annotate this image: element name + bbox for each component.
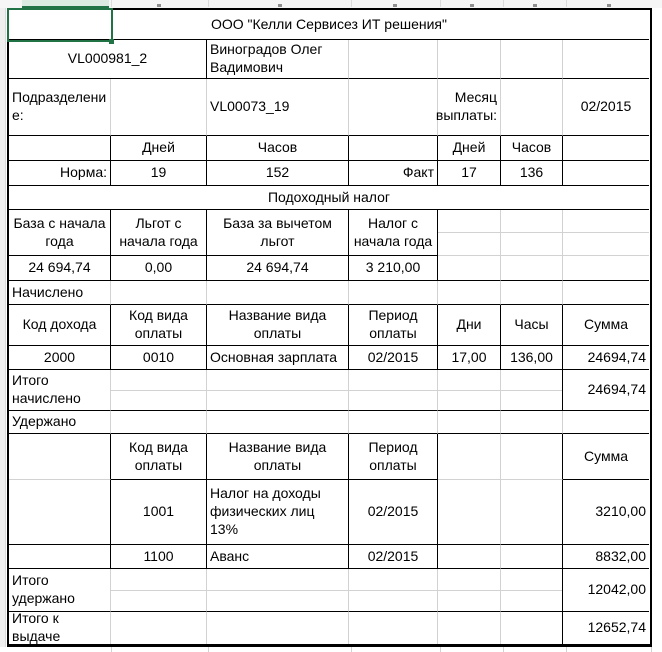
cell-empty[interactable] xyxy=(563,210,649,256)
cell-employee-name[interactable]: Виноградов Олег Вадимович xyxy=(207,40,349,79)
row-income-tax-values xyxy=(9,256,650,281)
cell-empty[interactable] xyxy=(438,569,501,612)
cell-pay-name[interactable]: Аванс xyxy=(207,545,349,569)
cell-empty[interactable] xyxy=(501,545,563,569)
cell-pay-month-value[interactable]: 02/2015 xyxy=(563,79,649,136)
cell-empty[interactable] xyxy=(111,79,207,136)
cell-tax-value[interactable]: 24 694,74 xyxy=(9,256,111,281)
cell-empty[interactable] xyxy=(438,480,501,545)
cell-empty[interactable] xyxy=(438,370,501,411)
cell-amount[interactable]: 3210,00 xyxy=(563,480,649,545)
cell-empty[interactable] xyxy=(438,545,501,569)
cell-empty[interactable] xyxy=(349,281,438,305)
cell-empty[interactable] xyxy=(501,40,563,79)
cell-empty[interactable] xyxy=(501,480,563,545)
cell-col-header[interactable]: Сумма xyxy=(563,434,649,480)
cell-pay-name[interactable]: Основная зарплата xyxy=(207,346,349,370)
row-title xyxy=(9,10,650,40)
cell-empty[interactable] xyxy=(9,545,111,569)
cell-deductions-total-amount[interactable]: 12042,00 xyxy=(563,569,649,612)
row-deductions-title xyxy=(9,411,650,434)
cell-tax-header[interactable]: База с начала года xyxy=(9,210,111,256)
row-time-values xyxy=(9,161,650,186)
cell-amount[interactable]: 8832,00 xyxy=(563,545,649,569)
cell-empty[interactable] xyxy=(501,256,563,281)
row-deduction-item xyxy=(9,545,650,569)
cell-empty[interactable] xyxy=(111,281,207,305)
cell-days-header[interactable]: Дней xyxy=(111,136,207,161)
cell-empty[interactable] xyxy=(111,569,207,612)
payslip-table xyxy=(7,8,652,647)
column-headers-strip xyxy=(0,0,662,8)
cell-hours-header-fact[interactable]: Часов xyxy=(501,136,563,161)
row-deductions-headers xyxy=(9,434,650,480)
cell-empty[interactable] xyxy=(349,612,438,644)
cell-fact-hours[interactable]: 136 xyxy=(501,161,563,186)
cell-empty[interactable] xyxy=(207,411,349,434)
cell-amount[interactable]: 24694,74 xyxy=(563,346,649,370)
cell-empty[interactable] xyxy=(501,434,563,480)
cell-empty[interactable] xyxy=(438,281,501,305)
row-income-tax-title xyxy=(9,186,650,210)
cell-empty[interactable] xyxy=(501,612,563,644)
row-accruals-total xyxy=(9,370,650,411)
cell-col-header[interactable]: Код вида оплаты xyxy=(111,305,207,346)
cell-empty[interactable] xyxy=(349,79,438,136)
cell-hours[interactable]: 136,00 xyxy=(501,346,563,370)
cell-col-header[interactable]: Сумма xyxy=(563,305,649,346)
cell-period[interactable]: 02/2015 xyxy=(349,346,438,370)
cell-empty[interactable] xyxy=(207,612,349,644)
cell-empty[interactable] xyxy=(501,411,563,434)
cell-fact-days[interactable]: 17 xyxy=(438,161,501,186)
cell-department-label[interactable]: Подразделение: xyxy=(9,79,111,136)
cell-net-amount[interactable]: 12652,74 xyxy=(587,619,646,636)
row-deduction-item xyxy=(9,480,650,545)
cell-period[interactable]: 02/2015 xyxy=(349,545,438,569)
cell-empty[interactable] xyxy=(9,480,111,545)
cell-empty[interactable] xyxy=(349,411,438,434)
cell-empty[interactable] xyxy=(501,569,563,612)
cell-col-header[interactable]: Код дохода xyxy=(9,305,111,346)
cell-empty[interactable] xyxy=(349,136,438,161)
cell-empty[interactable] xyxy=(563,40,649,79)
cell-days[interactable]: 17,00 xyxy=(438,346,501,370)
cell-accruals-total-amount[interactable]: 24694,74 xyxy=(563,370,649,411)
cell-tax-header[interactable]: Налог с начала года xyxy=(349,210,438,256)
cell-col-header[interactable]: Период оплаты xyxy=(349,434,438,480)
cell-empty[interactable] xyxy=(563,161,649,186)
cell-norm-label[interactable]: Норма: xyxy=(9,161,111,186)
cell-empty[interactable] xyxy=(349,40,438,79)
row-accruals-headers xyxy=(9,305,650,346)
cell-empty[interactable] xyxy=(438,411,501,434)
cell-col-header[interactable]: Период оплаты xyxy=(349,305,438,346)
cell-empty[interactable] xyxy=(438,612,501,644)
cell-empty[interactable] xyxy=(438,210,501,256)
cell-hours-header[interactable]: Часов xyxy=(207,136,349,161)
row-accruals-title xyxy=(9,281,650,305)
cell-company-title[interactable]: ООО "Келли Сервисез ИТ решения" xyxy=(9,10,649,40)
row-headers-strip xyxy=(0,8,6,652)
cell-employee-id[interactable]: VL000981_2 xyxy=(9,40,207,79)
cell-empty[interactable] xyxy=(563,281,649,305)
cell-empty[interactable] xyxy=(501,370,563,411)
cell-empty[interactable] xyxy=(349,370,438,411)
cell-pay-month-label[interactable]: Месяц выплаты: xyxy=(438,79,501,136)
cell-col-header[interactable]: Дни xyxy=(438,305,501,346)
cell-col-header[interactable]: Название вида оплаты xyxy=(207,305,349,346)
cell-pay-name[interactable]: Налог на доходы физических лиц 13% xyxy=(207,480,349,545)
cell-days-header-fact[interactable]: Дней xyxy=(438,136,501,161)
cell-tax-header[interactable]: База за вычетом льгот xyxy=(207,210,349,256)
cell-norm-hours[interactable]: 152 xyxy=(207,161,349,186)
row-income-tax-headers xyxy=(9,210,650,256)
cell-empty[interactable] xyxy=(349,569,438,612)
row-deductions-total xyxy=(9,569,650,612)
cell-empty[interactable] xyxy=(563,256,649,281)
cell-pay-code[interactable]: 1100 xyxy=(111,545,207,569)
selected-column-header xyxy=(22,0,109,8)
cell-fact-label[interactable]: Факт xyxy=(349,161,438,186)
cell-empty[interactable] xyxy=(111,370,207,411)
cell-net-label[interactable]: Итого к выдаче xyxy=(9,612,111,644)
cell-empty[interactable] xyxy=(438,256,501,281)
cell-empty[interactable] xyxy=(111,411,207,434)
cell-col-header[interactable]: Название вида оплаты xyxy=(207,434,349,480)
cell-income-code[interactable]: 2000 xyxy=(9,346,111,370)
cell-empty[interactable] xyxy=(563,411,649,434)
cell-tax-value[interactable]: 0,00 xyxy=(111,256,207,281)
cell-empty[interactable] xyxy=(207,569,349,612)
cell-pay-code[interactable]: 0010 xyxy=(111,346,207,370)
row-employee xyxy=(9,40,650,79)
cell-empty[interactable] xyxy=(9,434,111,480)
row-time-headers xyxy=(9,136,650,161)
cell-pay-code[interactable]: 1001 xyxy=(111,480,207,545)
cell-empty[interactable] xyxy=(501,281,563,305)
cell-tax-value[interactable]: 24 694,74 xyxy=(207,256,349,281)
cell-tax-header[interactable]: Льгот с начала года xyxy=(111,210,207,256)
row-accrual-item xyxy=(9,346,650,370)
cell-period[interactable]: 02/2015 xyxy=(349,480,438,545)
cell-empty[interactable] xyxy=(501,79,563,136)
row-department xyxy=(9,79,650,136)
cell-empty[interactable] xyxy=(438,40,501,79)
cell-income-tax-title[interactable]: Подоходный налог xyxy=(9,186,649,210)
cell-empty[interactable] xyxy=(501,210,563,256)
cell-norm-days[interactable]: 19 xyxy=(111,161,207,186)
cell-department-value[interactable]: VL00073_19 xyxy=(207,79,349,136)
gridline-stubs xyxy=(0,647,662,652)
row-net-total xyxy=(9,612,650,644)
cell-empty[interactable] xyxy=(563,136,649,161)
cell-tax-value[interactable]: 3 210,00 xyxy=(349,256,438,281)
cell-empty[interactable] xyxy=(111,612,207,644)
cell-empty[interactable] xyxy=(207,281,349,305)
cell-deductions-total-label[interactable]: Итого удержано xyxy=(9,569,111,612)
cell-empty[interactable] xyxy=(207,370,349,411)
cell-empty[interactable] xyxy=(438,434,501,480)
cell-accruals-total-label[interactable]: Итого начислено xyxy=(9,370,111,411)
cell-accruals-title[interactable]: Начислено xyxy=(9,281,111,305)
cell-deductions-title[interactable]: Удержано xyxy=(9,411,111,434)
cell-col-header[interactable]: Часы xyxy=(501,305,563,346)
cell-col-header[interactable]: Код вида оплаты xyxy=(111,434,207,480)
cell-empty[interactable] xyxy=(9,136,111,161)
